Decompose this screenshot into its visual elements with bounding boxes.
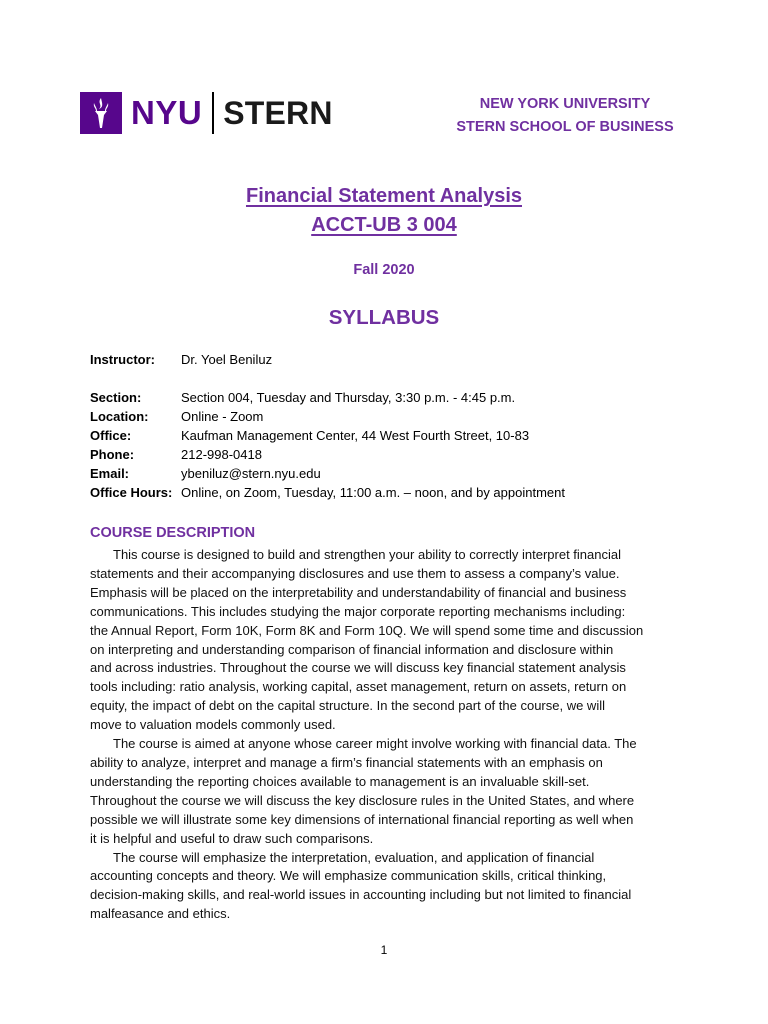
course-code: ACCT-UB 3 004 <box>311 214 457 236</box>
info-value: Kaufman Management Center, 44 West Fourth Street, 10-83 <box>181 428 530 443</box>
text-line: the Annual Report, Form 10K, Form 8K and Form 10Q. We will spend some time and discussion <box>90 622 644 638</box>
info-value: Section 004, Tuesday and Thursday, 3:30 p.m. - 4:45 p.m. <box>181 390 516 405</box>
institution-line-2: STERN SCHOOL OF BUSINESS <box>456 119 674 135</box>
text-line: understanding the reporting choices available to management is an invaluable skill-set. <box>90 773 590 789</box>
nyu-stern-logo <box>80 92 333 134</box>
info-label: Email: <box>90 466 130 481</box>
text-line: move to valuation models commonly used. <box>90 717 336 733</box>
text-line: equity, the impact of debt on the capital structure. In the second part of the course, we will <box>90 698 605 714</box>
info-row <box>90 426 565 445</box>
paragraph <box>90 849 690 925</box>
document-type-heading: SYLLABUS <box>328 306 440 329</box>
info-row <box>90 445 565 464</box>
text-line: on interpreting and understanding comparison of financial information and disclosure within <box>90 641 614 657</box>
text-line: malfeasance and ethics. <box>90 906 231 922</box>
info-label: Location: <box>90 409 149 424</box>
text-line: Emphasis will be placed on the interpretability and understandability of financial and business <box>90 584 627 600</box>
info-row <box>90 464 565 483</box>
instructor-info <box>90 350 272 369</box>
page-number: 1 <box>380 943 388 957</box>
info-value: Dr. Yoel Beniluz <box>181 352 273 367</box>
text-line: it is helpful and useful to draw such comparisons. <box>90 830 374 846</box>
logo-stern-text: STERN <box>223 95 333 131</box>
institution-line-1: NEW YORK UNIVERSITY <box>479 96 651 112</box>
paragraph <box>90 546 690 735</box>
info-value: ybeniluz@stern.nyu.edu <box>181 466 321 481</box>
info-value: Online - Zoom <box>181 409 264 424</box>
info-label: Phone: <box>90 447 135 462</box>
text-line: decision-making skills, and real-world issues in accounting including but not limited to financial <box>90 887 632 903</box>
course-title-block <box>0 182 768 240</box>
course-title: Financial Statement Analysis <box>245 185 522 207</box>
info-row <box>90 350 272 369</box>
text-line: This course is designed to build and strengthen your ability to correctly interpret financial <box>113 547 621 562</box>
info-row <box>90 407 565 426</box>
section-heading: COURSE DESCRIPTION <box>90 525 256 541</box>
text-line: The course is aimed at anyone whose career might involve working with financial data. The <box>113 736 637 752</box>
text-line: ability to analyze, interpret and manage a firm’s financial statements with an emphasis on <box>90 754 603 770</box>
text-line: statements and their accompanying disclosures and use them to assess a company’s value. <box>90 565 620 581</box>
logo-divider <box>212 92 214 134</box>
info-label: Instructor: <box>90 352 155 367</box>
text-line: and across industries. Throughout the course we will discuss key financial statement analysis <box>90 660 626 676</box>
text-line: communications. This includes studying the major corporate reporting mechanisms including: <box>90 603 626 619</box>
info-value: 212-998-0418 <box>181 447 262 462</box>
torch-icon <box>80 92 122 134</box>
info-label: Office: <box>90 428 132 443</box>
course-details-list <box>90 388 565 502</box>
info-row <box>90 483 565 502</box>
info-row <box>90 388 565 407</box>
institution-name <box>440 93 690 139</box>
course-description-body <box>90 546 690 924</box>
info-label: Office Hours: <box>90 485 173 500</box>
logo-nyu-text: NYU <box>131 94 203 131</box>
text-line: Throughout the course we will discuss the key disclosure rules in the United States, and where <box>90 792 635 808</box>
text-line: tools including: ratio analysis, working capital, asset management, return on assets, return on <box>90 679 627 695</box>
paragraph <box>90 735 690 848</box>
text-line: possible we will illustrate some key dimensions of international financial reporting as well when <box>90 811 634 827</box>
text-line: accounting concepts and theory. We will emphasize communication skills, critical thinking, <box>90 868 607 884</box>
info-value: Online, on Zoom, Tuesday, 11:00 a.m. – noon, and by appointment <box>181 485 565 500</box>
course-term: Fall 2020 <box>353 262 415 278</box>
text-line: The course will emphasize the interpretation, evaluation, and application of financial <box>113 849 595 865</box>
info-label: Section: <box>90 390 142 405</box>
